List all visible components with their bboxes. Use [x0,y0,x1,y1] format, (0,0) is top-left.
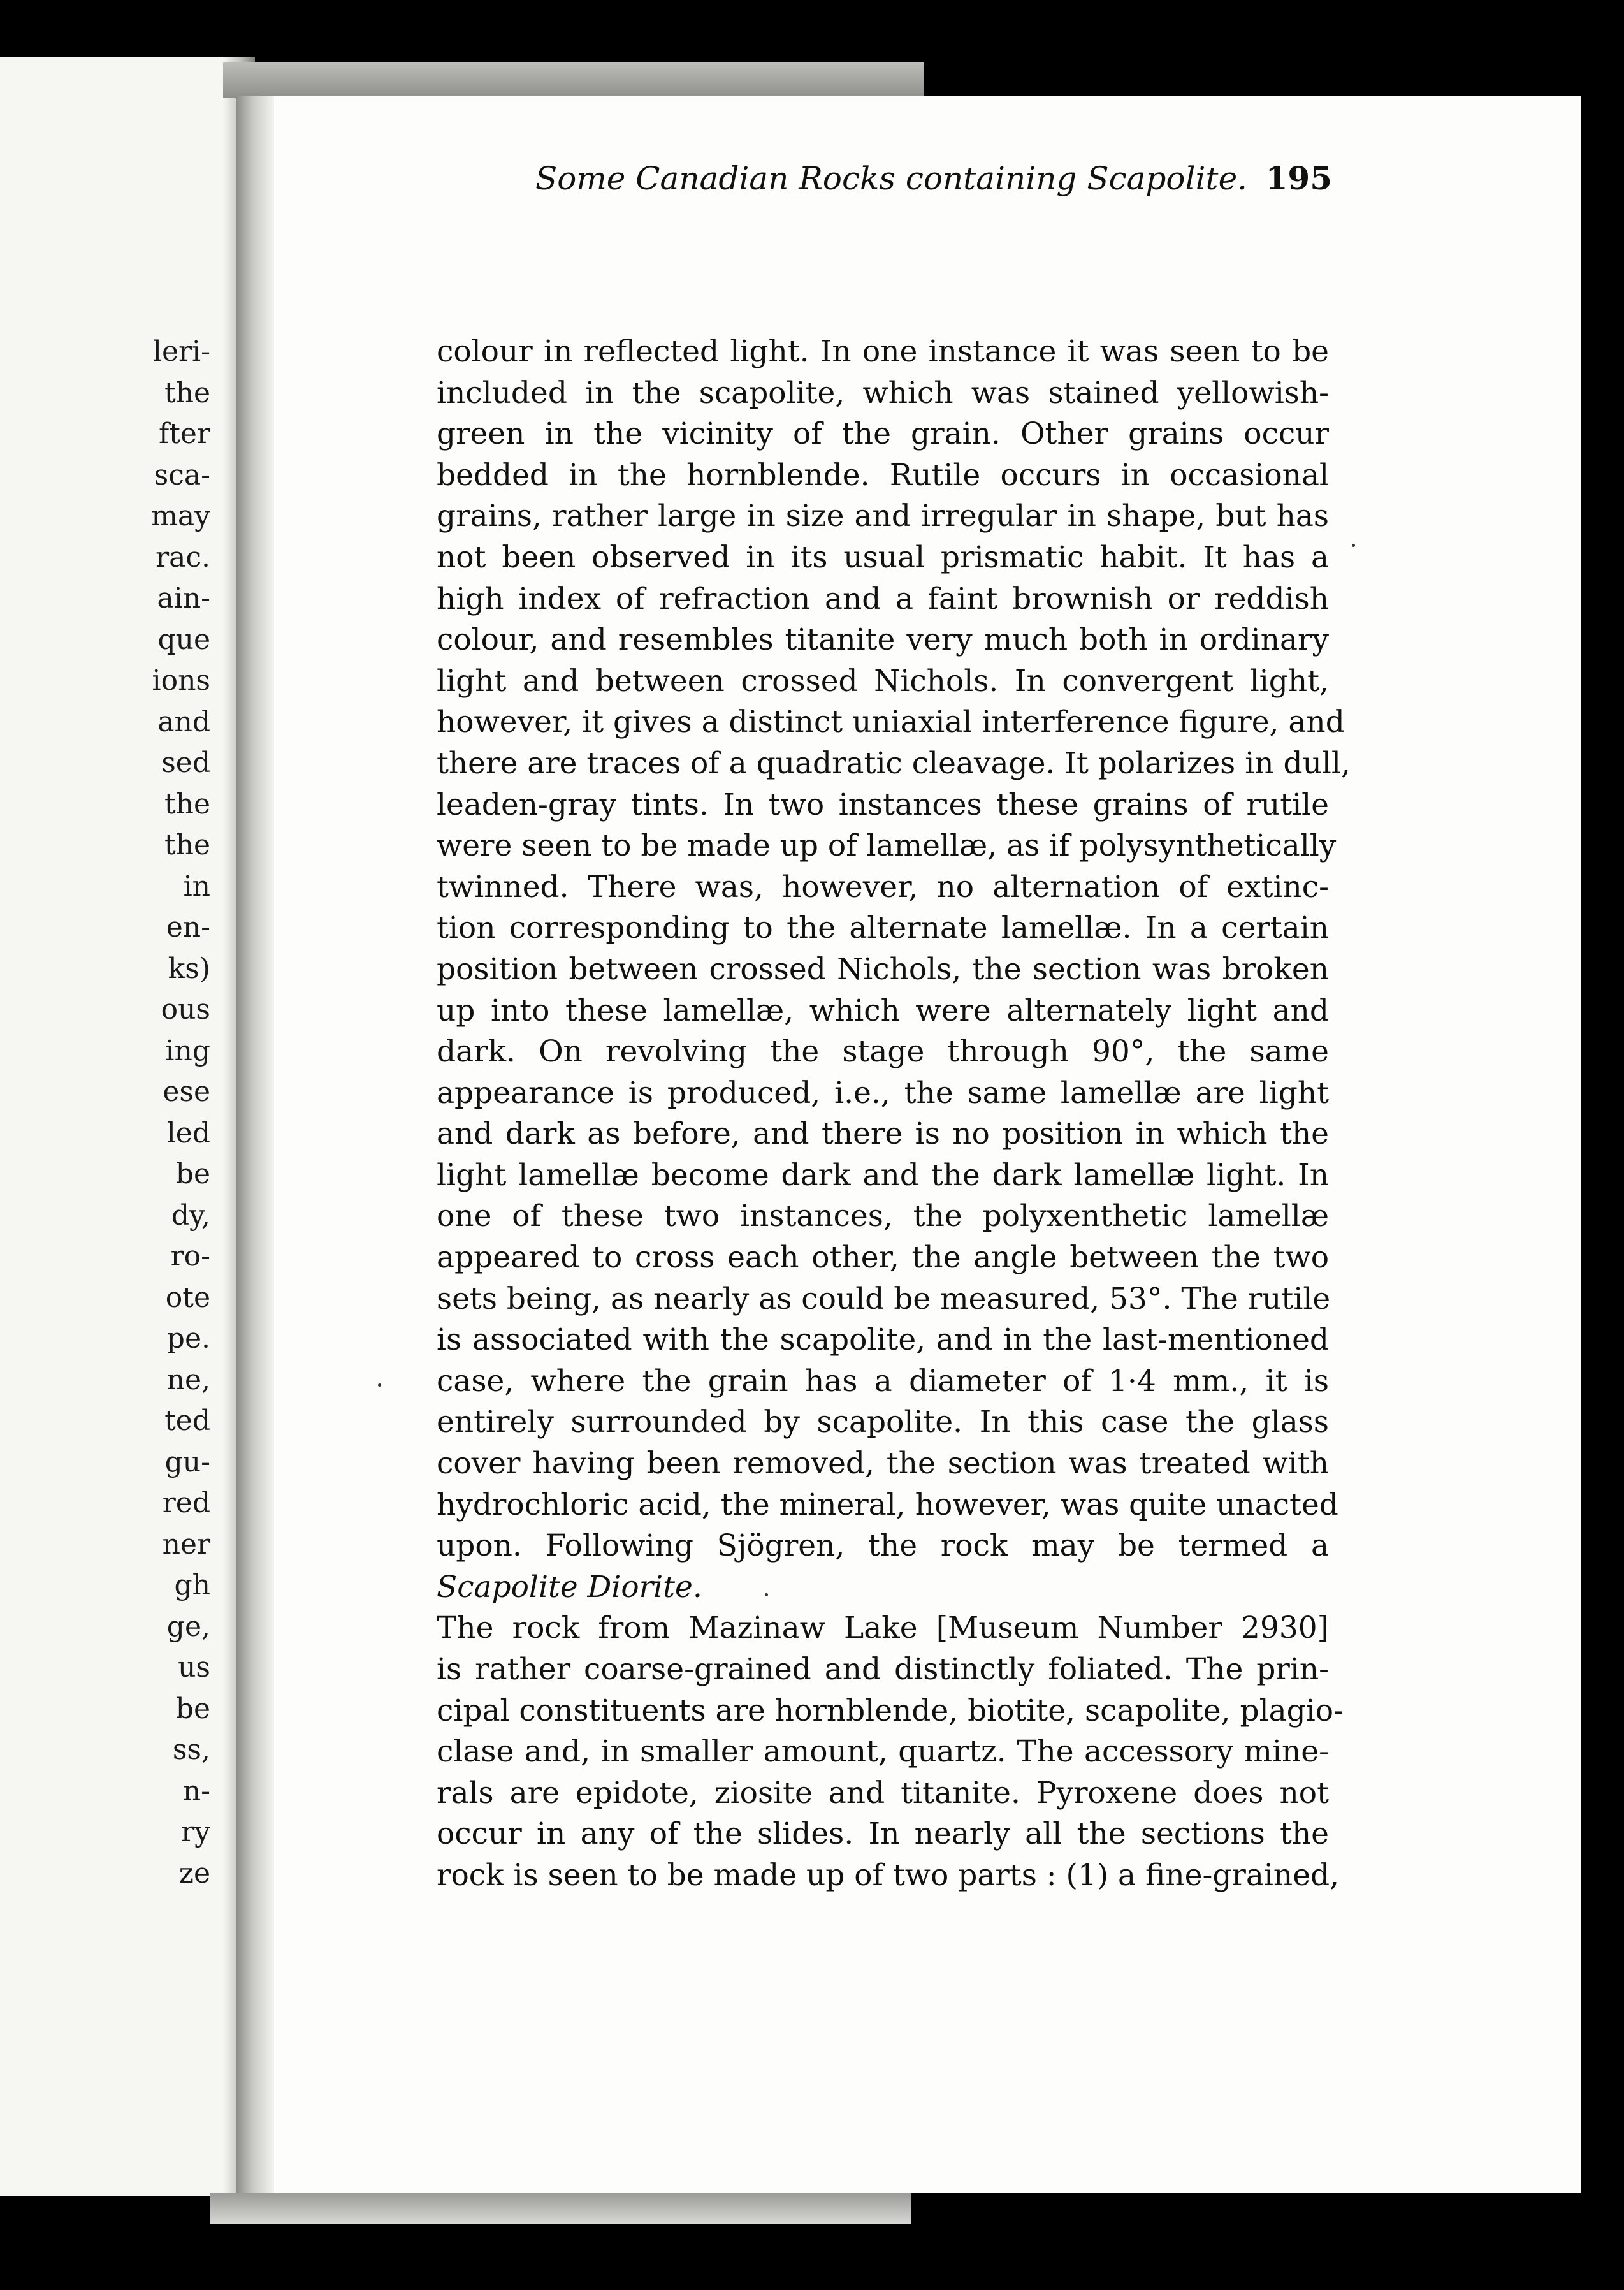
left-page-fragment: may [151,500,210,532]
text-line: light and between crossed Nichols. In convergent light, [437,663,1329,699]
text-line: colour in reflected light. In one instance it was seen to be [437,334,1329,369]
text-line: included in the scapolite, which was stained yellowish- [437,375,1329,411]
left-page-fragment: the [164,376,210,409]
left-page-fragment: ro- [170,1240,210,1273]
text-line: green in the vicinity of the grain. Other grains occur [437,416,1329,452]
text-line: position between crossed Nichols, the section was broken [437,951,1329,987]
text-line: entirely surrounded by scapolite. In this case the glass [437,1404,1329,1440]
text-line: grains, rather large in size and irregular in shape, but has [437,499,1329,534]
left-page-fragment: n- [182,1774,210,1807]
text-line: The rock from Mazinaw Lake [Museum Number 2930] [437,1610,1329,1646]
text-line: upon. Following Sjögren, the rock may be termed a [437,1528,1329,1564]
text-line: bedded in the hornblende. Rutile occurs in occasional [437,457,1329,493]
left-page-fragment: led [166,1116,210,1149]
top-page-edge [223,62,924,98]
left-page-fragment: pe. [166,1322,210,1355]
left-page-fragment: sed [161,747,210,779]
text-line: and dark as before, and there is no position in which the [437,1116,1329,1152]
left-page-fragment: gu- [164,1445,210,1478]
left-page-fragment: the [164,829,210,861]
left-page-fragment: fter [158,418,210,450]
left-page-fragment: sca- [154,458,210,492]
text-line: is associated with the scapolite, and in the last-mentioned [437,1322,1329,1358]
text-line: tion corresponding to the alternate lamellæ. In a certain [437,910,1329,946]
left-page [0,57,255,2196]
text-line: not been observed in its usual prismatic habit. It has a [437,539,1329,575]
book-spine [236,96,274,2193]
left-page-fragment: gh [174,1569,210,1601]
left-page-fragment: and [157,705,210,738]
left-page-fragment: ese [163,1076,210,1108]
speck [765,1593,768,1596]
text-line: hydrochloric acid, the mineral, however, was quite unacted [437,1487,1338,1522]
left-page-fragment: ze [178,1856,210,1890]
left-page-fragment: en- [166,911,210,944]
left-page-fragment: ner [162,1528,210,1561]
left-page-fragments [151,332,210,1894]
left-page-fragment: in [183,870,210,903]
left-page-fragment: ss, [172,1733,210,1766]
left-page-fragment: ous [161,993,210,1026]
text-line: cover having been removed, the section was treated with [437,1446,1329,1482]
text-line: light lamellæ become dark and the dark lamellæ light. In [437,1157,1329,1193]
left-page-fragment: be [175,1692,210,1725]
left-page-fragment: ing [165,1034,210,1067]
text-line: one of these two instances, the polyxenthetic lamellæ [437,1199,1329,1234]
body-text [437,332,1351,1897]
left-page-fragment: ain- [157,582,210,615]
left-page-fragment: us [178,1651,210,1684]
left-page-fragment: ne, [166,1363,210,1396]
speck [378,1383,381,1387]
text-line: sets being, as nearly as could be measured, 53°. The rutile [437,1281,1331,1316]
left-page-fragment: ote [165,1281,210,1314]
text-line: occur in any of the slides. In nearly all the sections the [437,1816,1329,1852]
text-line: leaden-gray tints. In two instances these grains of rutile [437,787,1329,822]
text-line: case, where the grain has a diameter of 1·4 mm., it is [437,1363,1329,1399]
text-line: dark. On revolving the stage through 90°, the same [437,1034,1329,1070]
left-page-fragment: ted [164,1404,210,1437]
left-page-fragment: rac. [156,541,210,574]
text-line: Scapolite Diorite. [437,1569,702,1605]
text-line: rock is seen to be made up of two parts : (1) a fine-grained, [437,1857,1340,1893]
running-title: Some Canadian Rocks containing Scapolite. [535,160,1248,197]
text-line: however, it gives a distinct uniaxial interference figure, and [437,704,1345,740]
left-page-fragment: the [164,787,210,820]
text-line: were seen to be made up of lamellæ, as if polysynthetically [437,828,1337,864]
text-line: colour, and resembles titanite very much both in ordinary [437,622,1329,658]
text-line: clase and, in smaller amount, quartz. The accessory mine- [437,1734,1329,1770]
left-page-fragment: dy, [171,1199,210,1232]
text-line: high index of refraction and a faint brownish or reddish [437,581,1329,616]
left-page-fragment: leri- [152,335,210,368]
left-page-fragment: red [162,1487,210,1519]
text-line: up into these lamellæ, which were alternately light and [437,993,1329,1028]
bottom-page-edge [210,2193,911,2224]
page-number: 195 [1265,159,1332,197]
speck [1352,544,1355,547]
running-head [300,159,1332,197]
text-line: cipal constituents are hornblende, biotite, scapolite, plagio- [437,1693,1344,1728]
text-line: there are traces of a quadratic cleavage. It polarizes in dull, [437,745,1351,781]
text-line: rals are epidote, ziosite and titanite. Pyroxene does not [437,1775,1329,1811]
left-page-fragment: ks) [168,952,210,985]
left-page-fragment: que [157,623,210,656]
text-line: is rather coarse-grained and distinctly foliated. The prin- [437,1652,1329,1687]
left-page-fragment: be [175,1158,210,1190]
text-line: twinned. There was, however, no alternation of extinc- [437,869,1329,905]
left-page-fragment: ions [152,664,210,697]
left-page-fragment: ge, [166,1610,210,1643]
text-line: appearance is produced, i.e., the same lamellæ are light [437,1075,1329,1111]
left-page-fragment: ry [181,1816,210,1848]
text-line: appeared to cross each other, the angle between the two [437,1240,1329,1276]
